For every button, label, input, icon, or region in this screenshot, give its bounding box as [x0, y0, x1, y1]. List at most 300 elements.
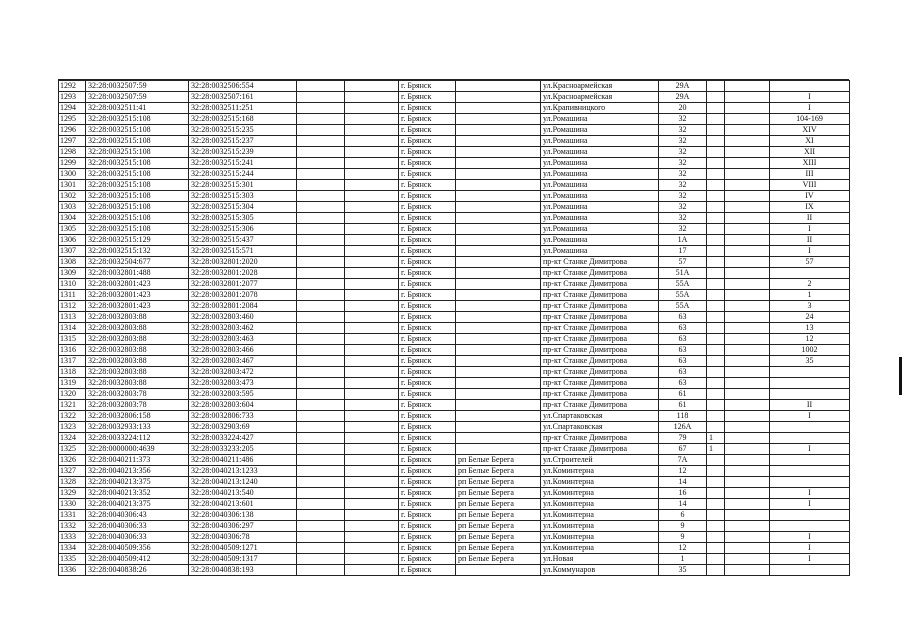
settlement-cell: рп Белые Берега [456, 488, 541, 499]
street-cell: ул.Коминтерна [541, 532, 659, 543]
cadastral-number: 32:28:0040306:78 [189, 532, 297, 543]
table-row [59, 180, 850, 191]
empty-cell [297, 290, 345, 301]
empty-cell [725, 422, 770, 433]
row-number: 1322 [59, 411, 86, 422]
city-cell: г. Брянск [399, 532, 456, 543]
settlement-cell: рп Белые Берега [456, 466, 541, 477]
building-cell: 1 [707, 444, 725, 455]
settlement-cell [456, 158, 541, 169]
empty-cell [297, 180, 345, 191]
street-cell: ул.Коммунаров [541, 565, 659, 576]
row-number: 1329 [59, 488, 86, 499]
row-number: 1307 [59, 246, 86, 257]
city-cell: г. Брянск [399, 367, 456, 378]
row-number: 1301 [59, 180, 86, 191]
empty-cell [345, 81, 399, 92]
settlement-cell [456, 147, 541, 158]
city-cell: г. Брянск [399, 301, 456, 312]
empty-cell [725, 554, 770, 565]
empty-cell [725, 92, 770, 103]
house-number-cell: 118 [659, 411, 707, 422]
house-number-cell: 17 [659, 246, 707, 257]
table-row [59, 213, 850, 224]
row-number: 1326 [59, 455, 86, 466]
premises-number-cell: XII [770, 147, 850, 158]
street-cell: пр-кт Станке Димитрова [541, 323, 659, 334]
premises-number-cell [770, 422, 850, 433]
settlement-cell [456, 81, 541, 92]
parent-cadastral-number: 32:28:0032515:108 [86, 180, 189, 191]
table-row [59, 367, 850, 378]
settlement-cell [456, 257, 541, 268]
city-cell: г. Брянск [399, 246, 456, 257]
row-number: 1300 [59, 169, 86, 180]
empty-cell [345, 103, 399, 114]
table-row [59, 400, 850, 411]
settlement-cell [456, 279, 541, 290]
empty-cell [297, 202, 345, 213]
street-cell: пр-кт Станке Димитрова [541, 334, 659, 345]
city-cell: г. Брянск [399, 169, 456, 180]
premises-number-cell: 1 [770, 290, 850, 301]
empty-cell [297, 378, 345, 389]
table-row [59, 235, 850, 246]
premises-number-cell: I [770, 543, 850, 554]
house-number-cell: 1 [659, 554, 707, 565]
table-row [59, 334, 850, 345]
house-number-cell: 32 [659, 147, 707, 158]
table-row [59, 81, 850, 92]
cadastral-number: 32:28:0040509:1271 [189, 543, 297, 554]
empty-cell [345, 312, 399, 323]
empty-cell [297, 477, 345, 488]
table-row [59, 411, 850, 422]
city-cell: г. Брянск [399, 147, 456, 158]
parent-cadastral-number: 32:28:0032801:423 [86, 301, 189, 312]
premises-number-cell [770, 466, 850, 477]
empty-cell [345, 136, 399, 147]
city-cell: г. Брянск [399, 224, 456, 235]
row-number: 1311 [59, 290, 86, 301]
house-number-cell: 16 [659, 488, 707, 499]
street-cell: ул.Строителей [541, 455, 659, 466]
premises-number-cell: 1002 [770, 345, 850, 356]
cadastral-number: 32:28:0040306:138 [189, 510, 297, 521]
empty-cell [297, 422, 345, 433]
row-number: 1293 [59, 92, 86, 103]
cadastral-number: 32:28:0040211:486 [189, 455, 297, 466]
settlement-cell: рп Белые Берега [456, 521, 541, 532]
building-cell [707, 411, 725, 422]
empty-cell [345, 290, 399, 301]
empty-cell [297, 312, 345, 323]
building-cell [707, 136, 725, 147]
empty-cell [297, 554, 345, 565]
empty-cell [297, 400, 345, 411]
parent-cadastral-number: 32:28:0032803:88 [86, 345, 189, 356]
house-number-cell: 63 [659, 378, 707, 389]
table-row [59, 323, 850, 334]
cadastral-number: 32:28:0040213:601 [189, 499, 297, 510]
empty-cell [297, 488, 345, 499]
premises-number-cell: I [770, 554, 850, 565]
empty-cell [725, 158, 770, 169]
empty-cell [725, 543, 770, 554]
row-number: 1294 [59, 103, 86, 114]
cadastral-number: 32:28:0032515:437 [189, 235, 297, 246]
premises-number-cell: XIV [770, 125, 850, 136]
city-cell: г. Брянск [399, 433, 456, 444]
premises-number-cell [770, 81, 850, 92]
city-cell: г. Брянск [399, 554, 456, 565]
row-number: 1314 [59, 323, 86, 334]
city-cell: г. Брянск [399, 92, 456, 103]
empty-cell [345, 147, 399, 158]
premises-number-cell: 13 [770, 323, 850, 334]
cadastral-number: 32:28:0032803:473 [189, 378, 297, 389]
settlement-cell [456, 565, 541, 576]
building-cell [707, 268, 725, 279]
settlement-cell [456, 169, 541, 180]
settlement-cell [456, 246, 541, 257]
cadastral-number: 32:28:0032515:237 [189, 136, 297, 147]
empty-cell [725, 312, 770, 323]
city-cell: г. Брянск [399, 191, 456, 202]
street-cell: пр-кт Станке Димитрова [541, 389, 659, 400]
parent-cadastral-number: 32:28:0032507:59 [86, 92, 189, 103]
premises-number-cell: II [770, 213, 850, 224]
parent-cadastral-number: 32:28:0032515:108 [86, 114, 189, 125]
empty-cell [297, 411, 345, 422]
settlement-cell [456, 202, 541, 213]
parent-cadastral-number: 32:28:0032515:108 [86, 125, 189, 136]
parent-cadastral-number: 32:28:0040211:373 [86, 455, 189, 466]
empty-cell [725, 334, 770, 345]
row-number: 1317 [59, 356, 86, 367]
street-cell: пр-кт Станке Димитрова [541, 312, 659, 323]
house-number-cell: 12 [659, 466, 707, 477]
empty-cell [345, 224, 399, 235]
building-cell: 1 [707, 433, 725, 444]
empty-cell [725, 235, 770, 246]
cadastral-number: 32:28:0032806:733 [189, 411, 297, 422]
row-number: 1320 [59, 389, 86, 400]
premises-number-cell: I [770, 444, 850, 455]
house-number-cell: 29А [659, 92, 707, 103]
table-row [59, 114, 850, 125]
empty-cell [725, 389, 770, 400]
empty-cell [297, 147, 345, 158]
table-row [59, 257, 850, 268]
house-number-cell: 63 [659, 323, 707, 334]
empty-cell [297, 433, 345, 444]
cadastral-number: 32:28:0032515:571 [189, 246, 297, 257]
settlement-cell [456, 125, 541, 136]
premises-number-cell: I [770, 103, 850, 114]
empty-cell [725, 246, 770, 257]
house-number-cell: 35 [659, 565, 707, 576]
parent-cadastral-number: 32:28:0040509:356 [86, 543, 189, 554]
row-number: 1297 [59, 136, 86, 147]
parent-cadastral-number: 32:28:0032801:423 [86, 290, 189, 301]
street-cell: ул.Коминтерна [541, 499, 659, 510]
table-row [59, 312, 850, 323]
empty-cell [725, 202, 770, 213]
empty-cell [297, 389, 345, 400]
cadastral-number: 32:28:0032515:168 [189, 114, 297, 125]
settlement-cell [456, 92, 541, 103]
table-row [59, 147, 850, 158]
empty-cell [345, 411, 399, 422]
row-number: 1323 [59, 422, 86, 433]
cadastral-number: 32:28:0040509:1317 [189, 554, 297, 565]
empty-cell [297, 444, 345, 455]
empty-cell [725, 301, 770, 312]
settlement-cell [456, 290, 541, 301]
cadastral-number: 32:28:0032803:595 [189, 389, 297, 400]
empty-cell [725, 477, 770, 488]
cadastral-number: 32:28:0032801:2078 [189, 290, 297, 301]
street-cell: пр-кт Станке Димитрова [541, 268, 659, 279]
parent-cadastral-number: 32:28:0032507:59 [86, 81, 189, 92]
table-row [59, 521, 850, 532]
page-edge-mark [899, 357, 902, 395]
cadastral-number: 32:28:0040213:540 [189, 488, 297, 499]
empty-cell [297, 279, 345, 290]
settlement-cell: рп Белые Берега [456, 554, 541, 565]
empty-cell [725, 268, 770, 279]
cadastral-number: 32:28:0032801:2084 [189, 301, 297, 312]
cadastral-number: 32:28:0032803:467 [189, 356, 297, 367]
empty-cell [725, 136, 770, 147]
empty-cell [297, 565, 345, 576]
street-cell: пр-кт Станке Димитрова [541, 345, 659, 356]
street-cell: пр-кт Станке Димитрова [541, 279, 659, 290]
city-cell: г. Брянск [399, 477, 456, 488]
premises-number-cell: IV [770, 191, 850, 202]
house-number-cell: 63 [659, 367, 707, 378]
parent-cadastral-number: 32:28:0032515:108 [86, 224, 189, 235]
table-row [59, 389, 850, 400]
building-cell [707, 400, 725, 411]
premises-number-cell [770, 367, 850, 378]
row-number: 1335 [59, 554, 86, 565]
parent-cadastral-number: 32:28:0032515:108 [86, 191, 189, 202]
row-number: 1327 [59, 466, 86, 477]
premises-number-cell [770, 378, 850, 389]
street-cell: ул.Спартаковская [541, 411, 659, 422]
settlement-cell [456, 378, 541, 389]
empty-cell [345, 158, 399, 169]
house-number-cell: 32 [659, 213, 707, 224]
city-cell: г. Брянск [399, 290, 456, 301]
empty-cell [345, 235, 399, 246]
cadastral-number: 32:28:0032801:2077 [189, 279, 297, 290]
building-cell [707, 81, 725, 92]
empty-cell [345, 444, 399, 455]
row-number: 1318 [59, 367, 86, 378]
house-number-cell: 32 [659, 180, 707, 191]
city-cell: г. Брянск [399, 125, 456, 136]
city-cell: г. Брянск [399, 356, 456, 367]
street-cell: ул.Ромашина [541, 147, 659, 158]
premises-number-cell: 57 [770, 257, 850, 268]
street-cell: ул.Коминтерна [541, 488, 659, 499]
table-row [59, 191, 850, 202]
cadastral-number: 32:28:0032507:161 [189, 92, 297, 103]
empty-cell [725, 323, 770, 334]
cadastral-number: 32:28:0032511:251 [189, 103, 297, 114]
row-number: 1334 [59, 543, 86, 554]
table-row [59, 444, 850, 455]
cadastral-number: 32:28:0032515:235 [189, 125, 297, 136]
street-cell: ул.Коминтерна [541, 521, 659, 532]
settlement-cell [456, 213, 541, 224]
premises-number-cell: I [770, 532, 850, 543]
building-cell [707, 312, 725, 323]
building-cell [707, 334, 725, 345]
parent-cadastral-number: 32:28:0032515:108 [86, 136, 189, 147]
street-cell: пр-кт Станке Димитрова [541, 444, 659, 455]
street-cell: ул.Ромашина [541, 180, 659, 191]
empty-cell [345, 246, 399, 257]
house-number-cell: 63 [659, 345, 707, 356]
premises-number-cell: 2 [770, 279, 850, 290]
empty-cell [345, 389, 399, 400]
parent-cadastral-number: 32:28:0040213:375 [86, 477, 189, 488]
premises-number-cell: III [770, 169, 850, 180]
empty-cell [345, 510, 399, 521]
house-number-cell: 7А [659, 455, 707, 466]
premises-number-cell [770, 565, 850, 576]
street-cell: ул.Ромашина [541, 158, 659, 169]
street-cell: пр-кт Станке Димитрова [541, 433, 659, 444]
house-number-cell: 1А [659, 235, 707, 246]
empty-cell [297, 158, 345, 169]
street-cell: ул.Коминтерна [541, 466, 659, 477]
empty-cell [725, 499, 770, 510]
street-cell: ул.Красноармейская [541, 92, 659, 103]
building-cell [707, 213, 725, 224]
city-cell: г. Брянск [399, 389, 456, 400]
parent-cadastral-number: 32:28:0033224:112 [86, 433, 189, 444]
city-cell: г. Брянск [399, 323, 456, 334]
empty-cell [345, 554, 399, 565]
premises-number-cell: 24 [770, 312, 850, 323]
city-cell: г. Брянск [399, 455, 456, 466]
street-cell: ул.Ромашина [541, 125, 659, 136]
settlement-cell [456, 411, 541, 422]
city-cell: г. Брянск [399, 345, 456, 356]
city-cell: г. Брянск [399, 521, 456, 532]
parent-cadastral-number: 32:28:0040306:33 [86, 532, 189, 543]
building-cell [707, 466, 725, 477]
empty-cell [725, 532, 770, 543]
house-number-cell: 55А [659, 279, 707, 290]
settlement-cell [456, 444, 541, 455]
city-cell: г. Брянск [399, 114, 456, 125]
row-number: 1295 [59, 114, 86, 125]
cadastral-number: 32:28:0032515:303 [189, 191, 297, 202]
premises-number-cell: 104-169 [770, 114, 850, 125]
settlement-cell: рп Белые Берега [456, 499, 541, 510]
building-cell [707, 345, 725, 356]
cadastral-number: 32:28:0032515:241 [189, 158, 297, 169]
settlement-cell [456, 345, 541, 356]
empty-cell [345, 268, 399, 279]
city-cell: г. Брянск [399, 136, 456, 147]
row-number: 1305 [59, 224, 86, 235]
building-cell [707, 191, 725, 202]
street-cell: ул.Новая [541, 554, 659, 565]
cadastral-number: 32:28:0032515:305 [189, 213, 297, 224]
empty-cell [345, 378, 399, 389]
building-cell [707, 301, 725, 312]
row-number: 1309 [59, 268, 86, 279]
city-cell: г. Брянск [399, 565, 456, 576]
settlement-cell: рп Белые Берега [456, 510, 541, 521]
empty-cell [297, 246, 345, 257]
cadastral-number: 32:28:0033233:205 [189, 444, 297, 455]
house-number-cell: 63 [659, 334, 707, 345]
row-number: 1328 [59, 477, 86, 488]
street-cell: пр-кт Станке Димитрова [541, 400, 659, 411]
cadastral-number: 32:28:0032515:244 [189, 169, 297, 180]
parent-cadastral-number: 32:28:0032803:88 [86, 334, 189, 345]
table-body [59, 81, 850, 576]
city-cell: г. Брянск [399, 213, 456, 224]
city-cell: г. Брянск [399, 81, 456, 92]
row-number: 1325 [59, 444, 86, 455]
settlement-cell [456, 323, 541, 334]
table-row [59, 202, 850, 213]
parent-cadastral-number: 32:28:0000000:4639 [86, 444, 189, 455]
empty-cell [345, 499, 399, 510]
premises-number-cell: 3 [770, 301, 850, 312]
street-cell: ул.Красноармейская [541, 81, 659, 92]
house-number-cell: 67 [659, 444, 707, 455]
empty-cell [345, 543, 399, 554]
street-cell: ул.Ромашина [541, 235, 659, 246]
table-row [59, 103, 850, 114]
premises-number-cell [770, 455, 850, 466]
parent-cadastral-number: 32:28:0040213:352 [86, 488, 189, 499]
empty-cell [297, 367, 345, 378]
empty-cell [297, 356, 345, 367]
empty-cell [345, 433, 399, 444]
city-cell: г. Брянск [399, 400, 456, 411]
empty-cell [725, 378, 770, 389]
settlement-cell [456, 422, 541, 433]
empty-cell [297, 125, 345, 136]
settlement-cell [456, 191, 541, 202]
city-cell: г. Брянск [399, 411, 456, 422]
empty-cell [725, 466, 770, 477]
empty-cell [725, 367, 770, 378]
house-number-cell: 51А [659, 268, 707, 279]
row-number: 1303 [59, 202, 86, 213]
row-number: 1316 [59, 345, 86, 356]
empty-cell [725, 257, 770, 268]
building-cell [707, 532, 725, 543]
cadastral-number: 32:28:0032515:306 [189, 224, 297, 235]
parent-cadastral-number: 32:28:0040509:412 [86, 554, 189, 565]
building-cell [707, 114, 725, 125]
empty-cell [297, 114, 345, 125]
parent-cadastral-number: 32:28:0032515:108 [86, 202, 189, 213]
street-cell: ул.Ромашина [541, 169, 659, 180]
